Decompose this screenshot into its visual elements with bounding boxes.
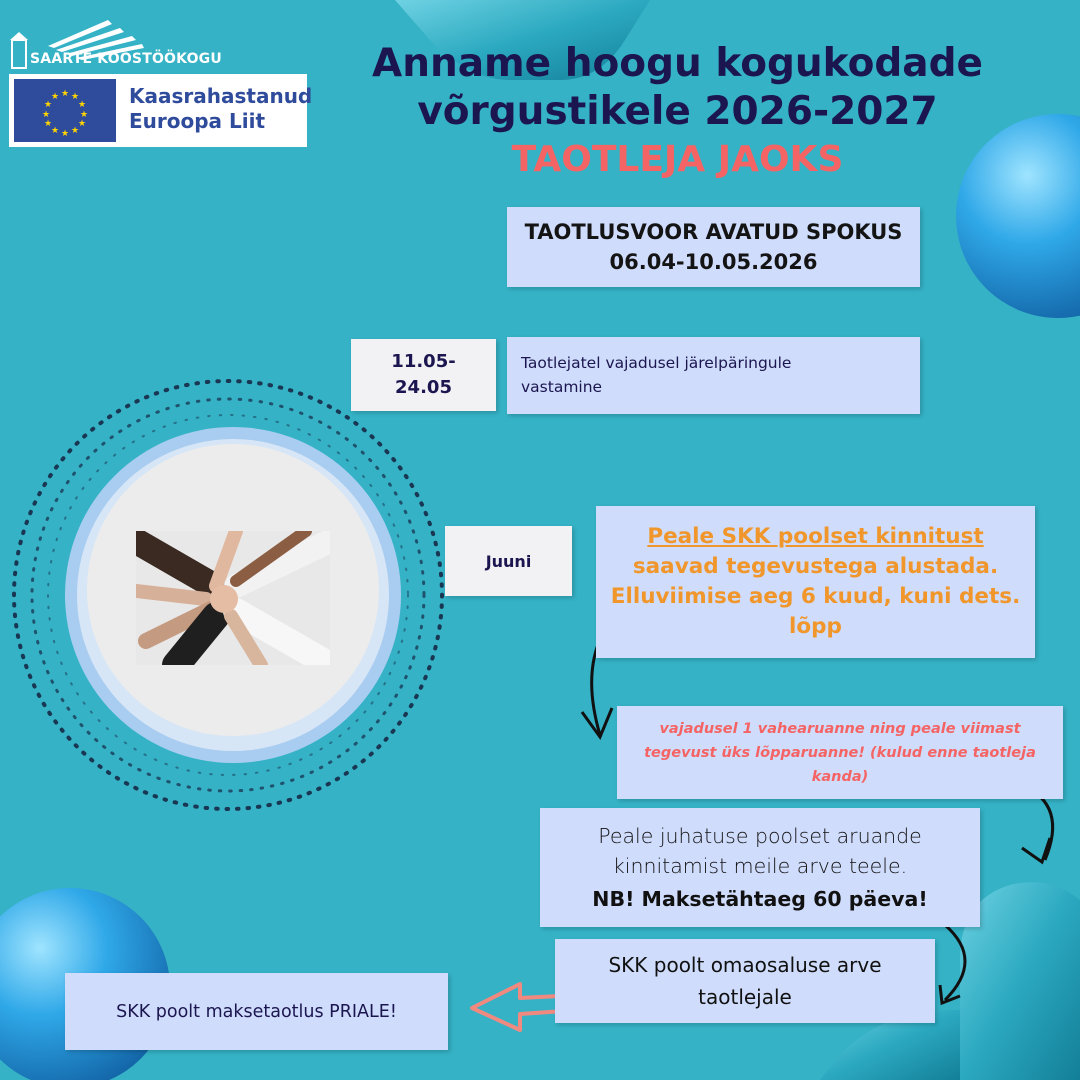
logo [8,18,248,70]
step4-line1: Peale juhatuse poolset aruande kinnitamist meile arve teele. [598,824,922,878]
step2-date-box [445,526,572,596]
eu-funding-badge [9,74,313,147]
page-subtitle: TAOTLEJA JAOKS [511,139,844,180]
eu-badge-line2: Euroopa Liit [129,109,266,133]
page-title [320,40,1035,184]
step1-date-box [351,339,496,411]
svg-text:★: ★ [80,110,89,120]
team-hands-photo [136,531,330,665]
org-name: SAARTE KOOSTÖÖKOGU [30,51,222,67]
step6-text-box [65,973,448,1050]
step3-text-box [617,706,1063,799]
step6-text: SKK poolt maksetaotlus PRIALE! [116,1001,397,1022]
title-line1: Anname hoogu kogukodade [372,41,983,86]
svg-text:★: ★ [78,100,87,110]
step1-text: Taotlejatel vajadusel järelpäringule vastamine [521,354,792,396]
svg-text:★: ★ [71,92,80,102]
step4-text-box [540,808,980,927]
svg-text:★: ★ [71,126,80,136]
svg-text:★: ★ [78,119,87,129]
eu-badge-line1: Kaasrahastanud [129,84,313,108]
step5-text-box [555,939,935,1023]
eu-stars-icon [14,79,116,142]
step4-line2: NB! Maksetähtaeg 60 päeva! [592,887,928,911]
step2-date: Juuni [485,551,532,571]
step3-text: vajadusel 1 vahearuanne ning peale viimast tegevust üks lõpparuanne! (kulud enne taotleja kanda) [644,720,1036,785]
round-line1: TAOTLUSVOOR AVATUD SPOKUS [524,220,903,244]
step1-text-box [507,337,920,414]
svg-text:★: ★ [51,126,60,136]
step5-text: SKK poolt omaosaluse arve taotlejale [608,953,882,1009]
round-box [507,207,920,287]
step1-date-line1: 11.05- [391,351,456,372]
eu-badge-text [129,84,312,134]
step2-text: saavad tegevustega alustada. Elluviimise aeg 6 kuud, kuni dets. lõpp [610,554,1021,639]
svg-text:★: ★ [44,119,53,129]
step2-text-box [596,506,1035,658]
hands-icon [136,531,330,665]
step1-date-line2: 24.05 [395,377,452,398]
step2-highlight: Peale SKK poolset kinnitust [647,524,984,549]
round-dates: 06.04-10.05.2026 [609,250,818,274]
svg-text:★: ★ [51,92,60,102]
eu-flag [14,79,116,142]
title-line2: võrgustikele 2026-2027 [417,89,938,134]
svg-text:★: ★ [61,89,70,99]
svg-text:★: ★ [42,110,51,120]
svg-text:★: ★ [61,129,70,139]
svg-text:★: ★ [44,100,53,110]
